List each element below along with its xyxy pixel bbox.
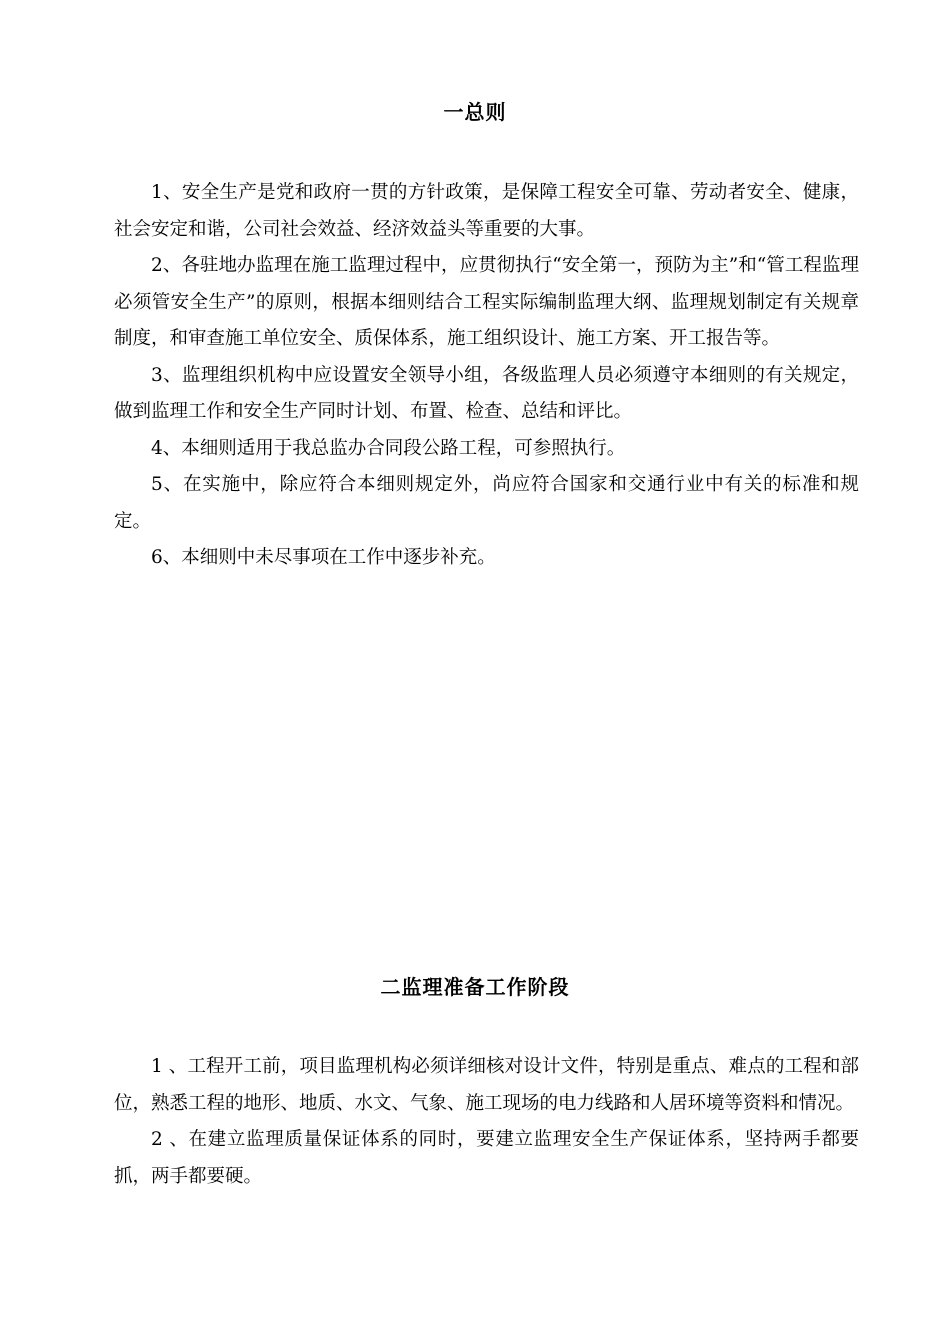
- section-2-title: 二监理准备工作阶段: [380, 975, 570, 999]
- section-2-paragraph-2: 2 、在建立监理质量保证体系的同时，要建立监理安全生产保证体系，坚持两手都要抓，两手都要硬。: [114, 1129, 859, 1187]
- section-2-body: [114, 1049, 859, 1195]
- section-1-paragraph-5: 5、在实施中，除应符合本细则规定外，尚应符合国家和交通行业中有关的标准和规定。: [114, 474, 859, 532]
- section-1-title: 一总则: [443, 100, 507, 124]
- section-1-body: [114, 175, 859, 577]
- section-1-paragraph-1: 1、安全生产是党和政府一贯的方针政策，是保障工程安全可靠、劳动者安全、健康，社会安定和谐，公司社会效益、经济效益头等重要的大事。: [114, 182, 859, 240]
- section-1-paragraph-4: 4、本细则适用于我总监办合同段公路工程，可参照执行。: [151, 437, 626, 459]
- section-2-paragraph-1: 1 、工程开工前，项目监理机构必须详细核对设计文件，特别是重点、难点的工程和部位，熟悉工程的地形、地质、水文、气象、施工现场的电力线路和人居环境等资料和情况。: [114, 1056, 859, 1114]
- section-1-paragraph-3: 3、监理组织机构中应设置安全领导小组，各级监理人员必须遵守本细则的有关规定，做到监理工作和安全生产同时计划、布置、检查、总结和评比。: [114, 364, 859, 422]
- section-1-paragraph-6: 6、本细则中未尽事项在工作中逐步补充。: [151, 547, 496, 568]
- section-1-paragraph-2: 2、各驻地办监理在施工监理过程中，应贯彻执行“安全第一，预防为主”和“管工程监理必须管安全生产”的原则，根据本细则结合工程实际编制监理大纲、监理规划制定有关规章制度，和审查施工单位安全、质保体系，施工组织设计、施工方案、开工报告等。: [114, 255, 859, 349]
